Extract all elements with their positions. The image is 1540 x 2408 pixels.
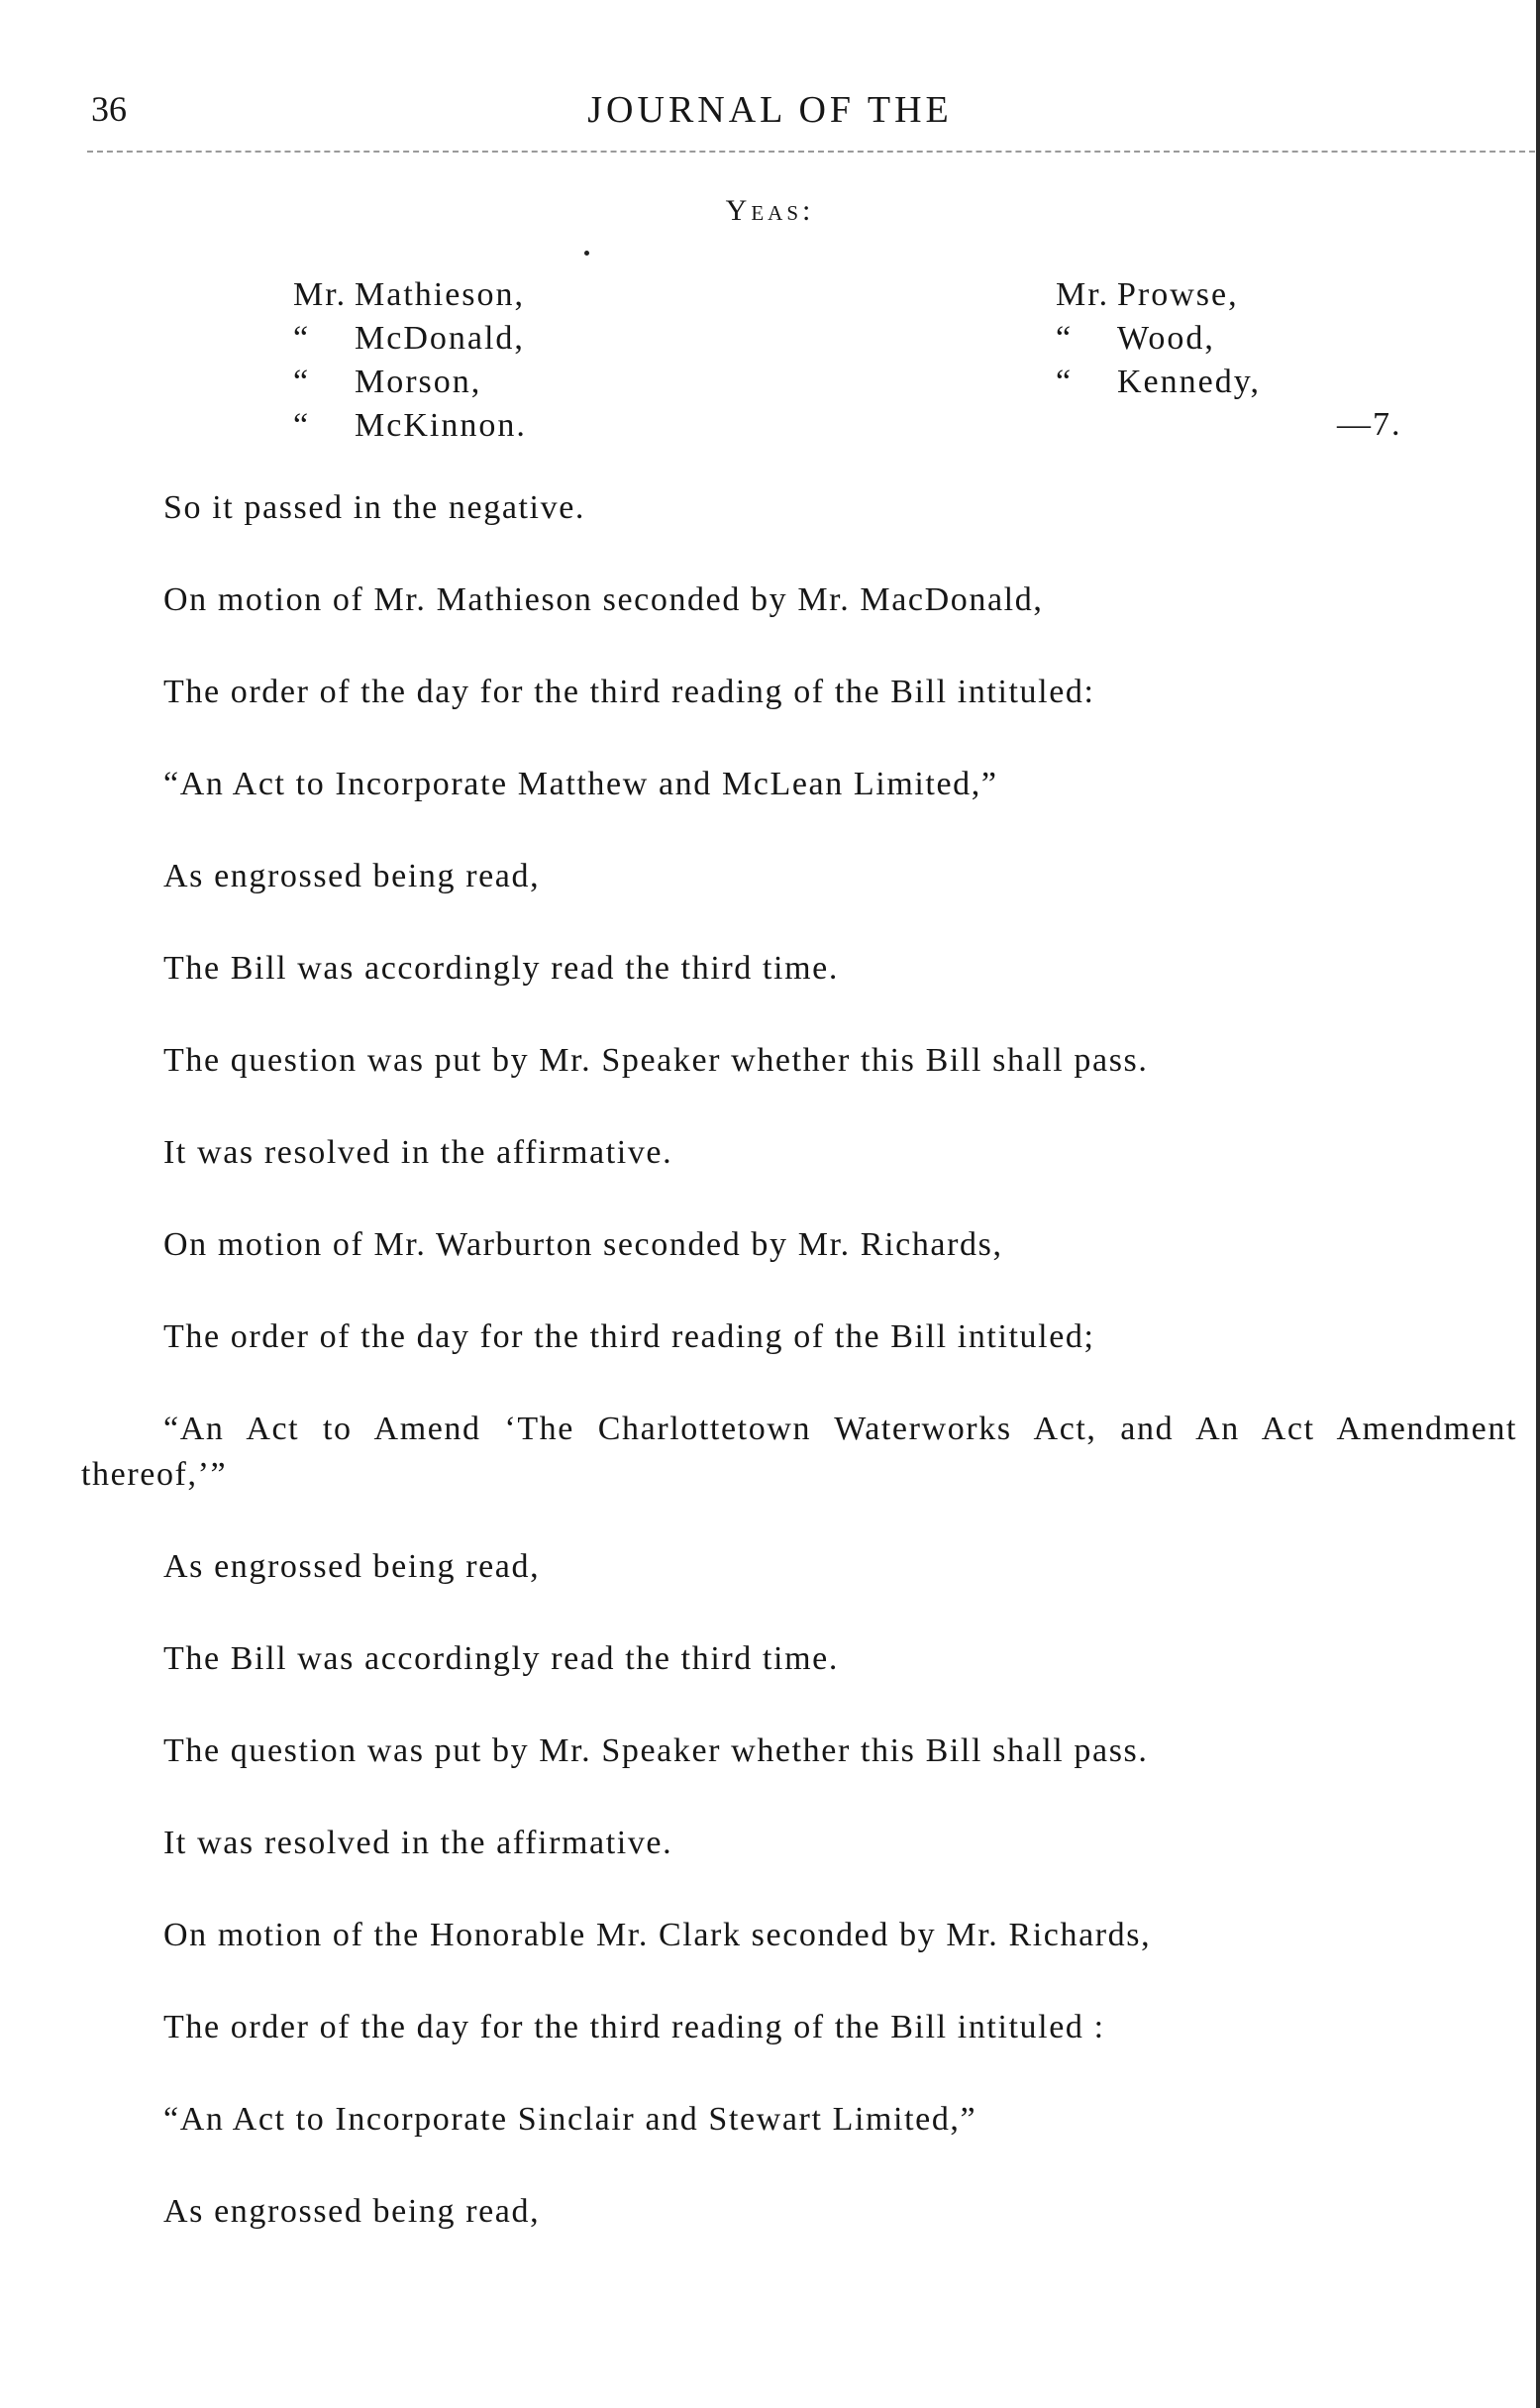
ditto-mark: “ xyxy=(293,364,311,400)
paragraph: The Bill was accordingly read the third time. xyxy=(163,1640,839,1677)
paragraph: So it passed in the negative. xyxy=(163,489,585,526)
member-entry xyxy=(1056,317,1261,361)
yeas-heading: Yeas: xyxy=(725,194,815,227)
paragraph: The order of the day for the third reading of the Bill intituled : xyxy=(163,2009,1105,2045)
yeas-list-left xyxy=(293,273,527,448)
ditto-mark: “ xyxy=(293,320,311,357)
paragraph: It was resolved in the affirmative. xyxy=(163,1825,673,1861)
paragraph: “An Act to Incorporate Sinclair and Stewart Limited,” xyxy=(163,2101,977,2138)
member-entry xyxy=(293,361,527,404)
yeas-list-right xyxy=(1056,273,1261,404)
paragraph: It was resolved in the affirmative. xyxy=(163,1134,673,1171)
member-entry xyxy=(293,273,527,317)
paragraph: As engrossed being read, xyxy=(163,858,541,894)
paragraph: The order of the day for the third reading of the Bill intituled: xyxy=(163,674,1095,710)
paragraph: The question was put by Mr. Speaker whether this Bill shall pass. xyxy=(163,1042,1149,1079)
print-speck xyxy=(584,251,589,256)
paragraph: On motion of the Honorable Mr. Clark seconded by Mr. Richards, xyxy=(163,1917,1152,1953)
paragraph: On motion of Mr. Mathieson seconded by Mr. MacDonald, xyxy=(163,581,1044,618)
paragraph: “An Act to Amend ‘The Charlottetown Waterworks Act, and An Act Amendment thereof,’” xyxy=(81,1411,1517,1493)
member-name: Prowse, xyxy=(1117,276,1239,313)
paragraph: The question was put by Mr. Speaker whether this Bill shall pass. xyxy=(163,1732,1149,1769)
member-name: Wood, xyxy=(1117,320,1215,357)
header-divider xyxy=(87,151,1535,153)
paragraph: As engrossed being read, xyxy=(163,1548,541,1585)
member-name: Mathieson, xyxy=(355,276,526,313)
member-name: McKinnon. xyxy=(355,407,527,444)
member-name: Morson, xyxy=(355,364,482,400)
ditto-mark: “ xyxy=(1056,320,1074,357)
yeas-total: —7. xyxy=(1337,406,1402,443)
ditto-mark: “ xyxy=(1056,364,1074,400)
paragraph: The order of the day for the third reading of the Bill intituled; xyxy=(163,1318,1095,1355)
member-entry xyxy=(1056,273,1261,317)
running-title: JOURNAL OF THE xyxy=(587,89,953,131)
member-name: McDonald, xyxy=(355,320,525,357)
page-number: 36 xyxy=(91,89,127,129)
journal-body xyxy=(0,485,1540,2281)
member-name: Kennedy, xyxy=(1117,364,1262,400)
paragraph: On motion of Mr. Warburton seconded by Mr. Richards, xyxy=(163,1226,1003,1263)
member-entry xyxy=(293,404,527,448)
member-prefix: Mr. xyxy=(293,276,348,313)
member-prefix: Mr. xyxy=(1056,276,1110,313)
member-entry xyxy=(1056,361,1261,404)
paragraph: As engrossed being read, xyxy=(163,2193,541,2230)
member-entry xyxy=(293,317,527,361)
paragraph: The Bill was accordingly read the third time. xyxy=(163,950,839,987)
paragraph: “An Act to Incorporate Matthew and McLean Limited,” xyxy=(163,766,998,802)
ditto-mark: “ xyxy=(293,407,311,444)
